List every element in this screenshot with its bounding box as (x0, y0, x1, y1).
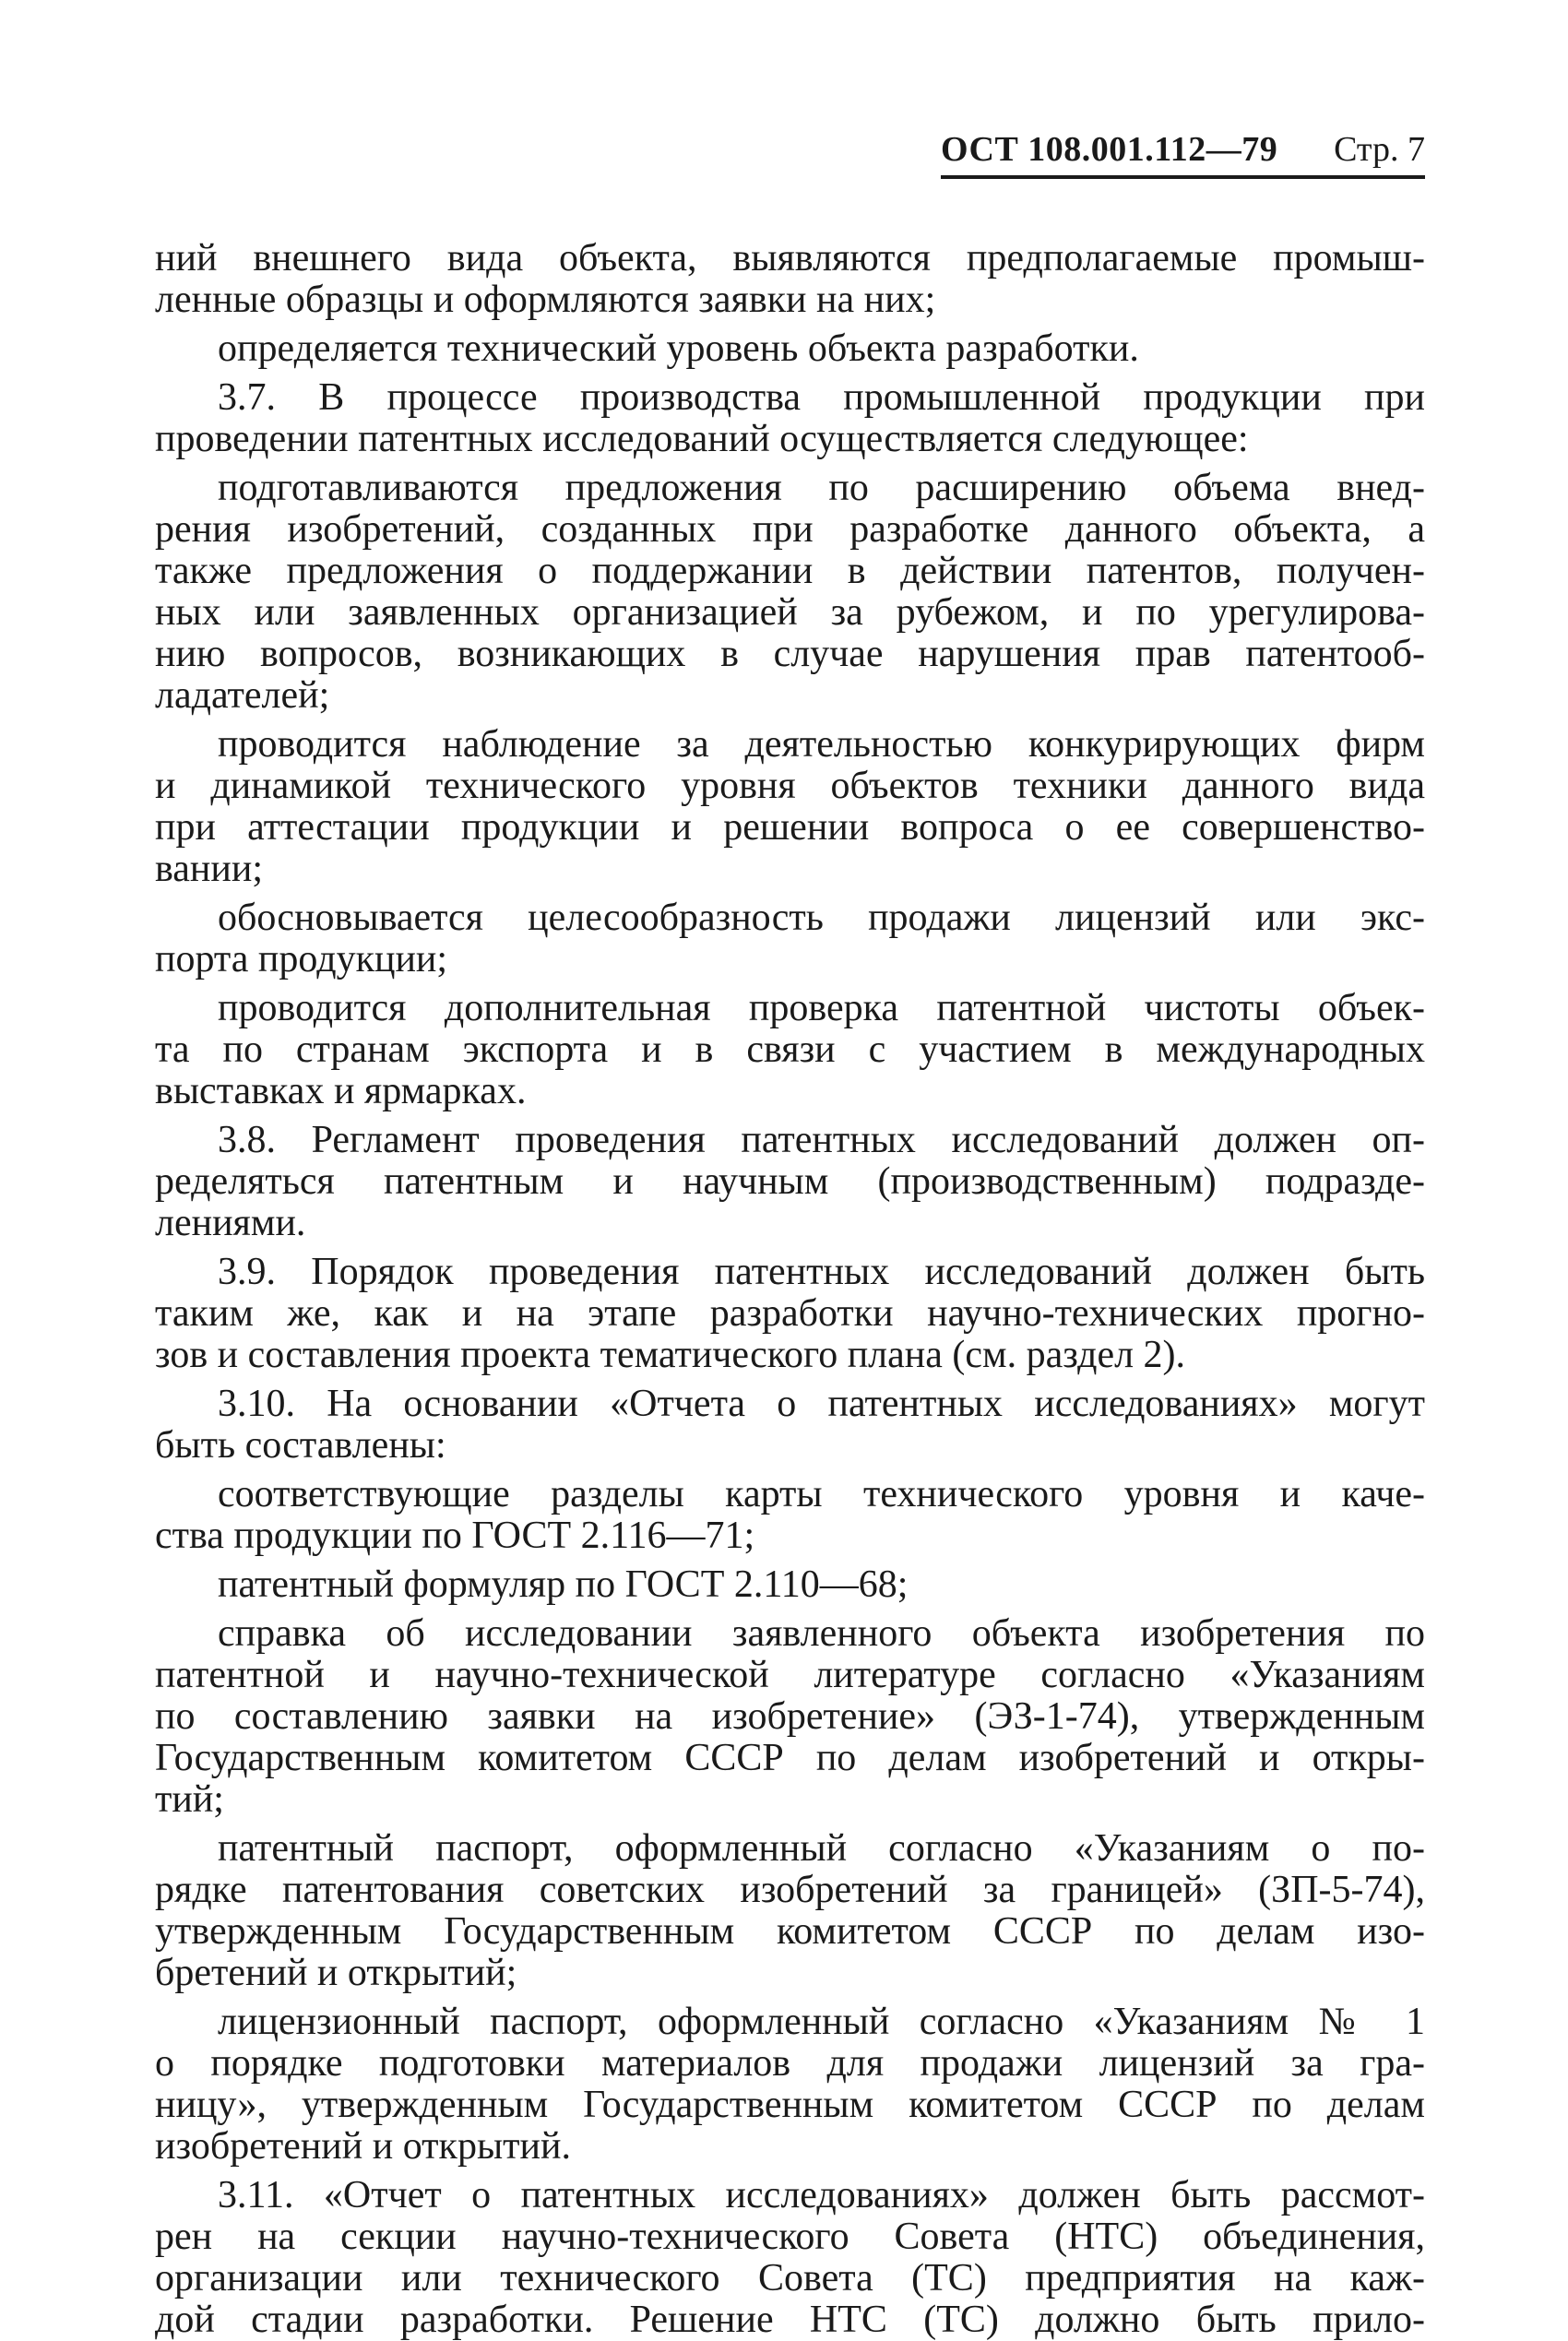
text-line: по составлению заявки на изобретение» (ЭЗ-1-74), утвержденным (155, 1695, 1425, 1738)
text-line: изобретений и открытий. (155, 2125, 571, 2168)
text-line: рядке патентования советских изобретений за границей» (ЗП-5-74), (155, 1869, 1425, 1911)
text-line: при аттестации продукции и решении вопроса о ее совершенство- (155, 806, 1425, 849)
page-header (941, 129, 1425, 179)
text-line: соответствующие разделы карты технического уровня и каче- (218, 1473, 1425, 1515)
text-line: обосновывается целесообразность продажи лицензий или экс- (218, 897, 1425, 939)
text-line: ницу», утвержденным Государственным комитетом СССР по делам (155, 2084, 1425, 2126)
text-line: ределяться патентным и научным (производственным) подразде- (155, 1160, 1425, 1203)
text-line: проведении патентных исследований осуществляется следующее: (155, 418, 1249, 460)
text-line: лицензионный паспорт, оформленный согласно «Указаниям № 1 (218, 2001, 1425, 2043)
text-line: справка об исследовании заявленного объекта изобретения по (218, 1612, 1425, 1655)
text-line: ства продукции по ГОСТ 2.116—71; (155, 1515, 755, 1557)
text-line: порта продукции; (155, 938, 448, 980)
text-line: лениями. (155, 1202, 306, 1244)
text-line: 3.7. В процессе производства промышленной продукции при (218, 376, 1425, 419)
text-line: бретений и открытий; (155, 1952, 517, 1994)
text-line: 3.11. «Отчет о патентных исследованиях» должен быть рассмот- (218, 2174, 1425, 2216)
text-line: проводится дополнительная проверка патентной чистоты объек- (218, 987, 1425, 1029)
page-number: Стр. 7 (1334, 130, 1425, 169)
text-line: проводится наблюдение за деятельностью конкурирующих фирм (218, 723, 1425, 766)
text-line: и динамикой технического уровня объектов техники данного вида (155, 765, 1425, 807)
text-line: ний внешнего вида объекта, выявляются предполагаемые промыш- (155, 237, 1425, 279)
text-line: рен на секции научно-технического Совета (НТС) объединения, (155, 2216, 1425, 2258)
text-line: о порядке подготовки материалов для продажи лицензий за гра- (155, 2042, 1425, 2085)
text-line: дой стадии разработки. Решение НТС (ТС) должно быть прило- (155, 2299, 1425, 2341)
text-line: тий; (155, 1778, 224, 1821)
text-line: 3.10. На основании «Отчета о патентных исследованиях» могут (218, 1383, 1425, 1425)
text-line: 3.8. Регламент проведения патентных исследований должен оп- (218, 1119, 1425, 1161)
text-line: определяется технический уровень объекта разработки. (218, 327, 1139, 370)
text-line: ленные образцы и оформляются заявки на них; (155, 279, 936, 321)
text-line: также предложения о поддержании в действии патентов, получен- (155, 550, 1425, 592)
body-text (155, 238, 1425, 2341)
text-line: утвержденным Государственным комитетом СССР по делам изо- (155, 1910, 1425, 1953)
text-line: рения изобретений, созданных при разработке данного объекта, а (155, 508, 1425, 551)
text-line: Государственным комитетом СССР по делам изобретений и откры- (155, 1737, 1425, 1779)
document-code: ОСТ 108.001.112—79 (941, 130, 1278, 169)
text-line: патентный паспорт, оформленный согласно «Указаниям о по- (218, 1827, 1425, 1870)
text-line: вании; (155, 848, 264, 890)
text-line: нию вопросов, возникающих в случае нарушения прав патентооб- (155, 633, 1425, 675)
text-line: быть составлены: (155, 1424, 446, 1467)
text-line: та по странам экспорта и в связи с участием в международных (155, 1028, 1425, 1071)
text-line: организации или технического Совета (ТС) предприятия на каж- (155, 2257, 1425, 2299)
text-line: подготавливаются предложения по расширению объема внед- (218, 467, 1425, 509)
text-line: таким же, как и на этапе разработки научно-технических прогно- (155, 1292, 1425, 1335)
text-line: 3.9. Порядок проведения патентных исследований должен быть (218, 1251, 1425, 1293)
text-line: выставках и ярмарках. (155, 1070, 527, 1112)
text-line: ладателей; (155, 674, 330, 717)
text-line: патентной и научно-технической литературе согласно «Указаниям (155, 1654, 1425, 1696)
text-line: зов и составления проекта тематического плана (см. раздел 2). (155, 1334, 1186, 1376)
text-line: ных или заявленных организацией за рубежом, и по урегулирова- (155, 591, 1425, 634)
text-line: патентный формуляр по ГОСТ 2.110—68; (218, 1563, 909, 1606)
